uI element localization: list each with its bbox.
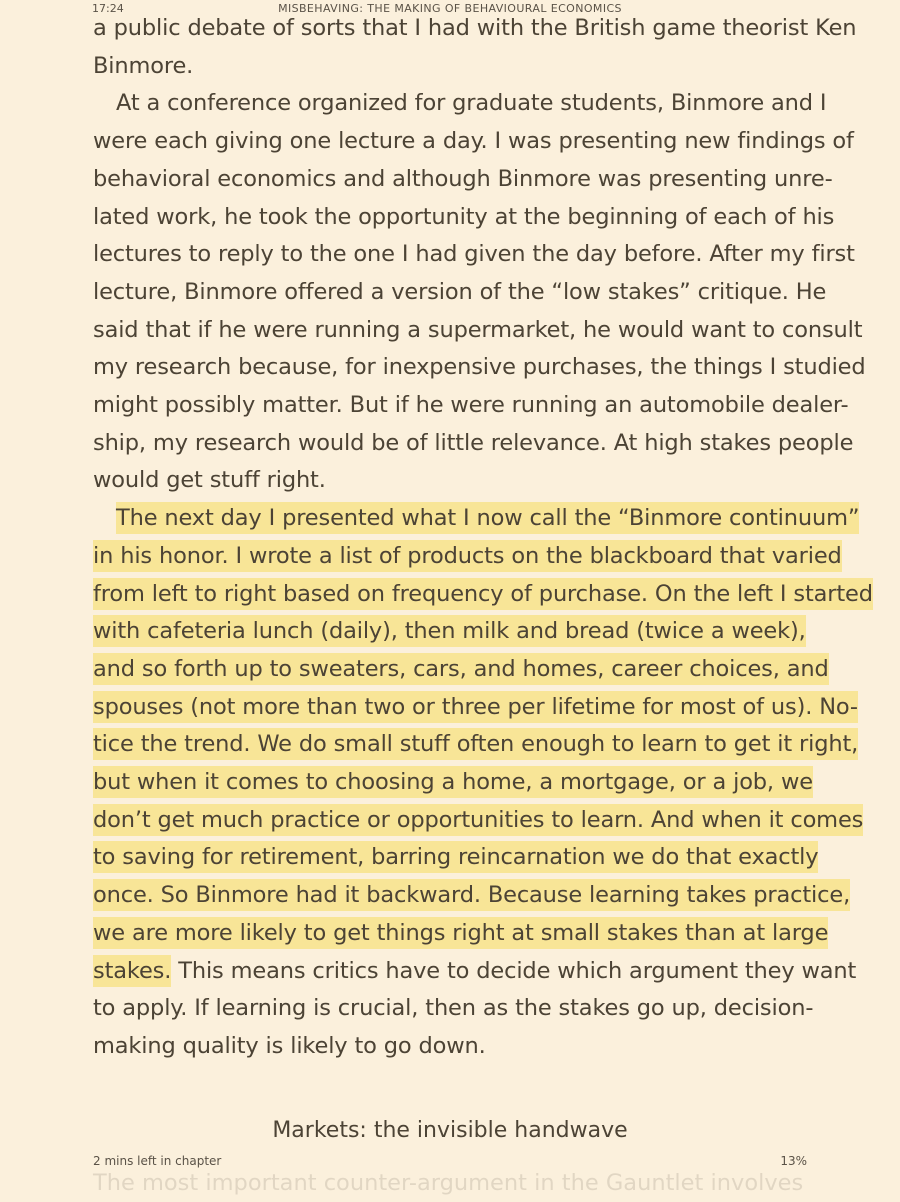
text-line: might possibly matter. But if he were running an automobile dealer- — [93, 392, 849, 419]
book-title: MISBEHAVING: THE MAKING OF BEHAVIOURAL ECONOMICS — [278, 2, 622, 15]
highlight-text[interactable]: we are more likely to get things right at small stakes than at large — [93, 917, 828, 949]
section-heading: Markets: the invisible handwave — [272, 1118, 628, 1143]
status-time: 17:24 — [92, 2, 124, 15]
text-line: to apply. If learning is crucial, then as the stakes go up, decision- — [93, 995, 814, 1022]
highlighted-line[interactable] — [93, 613, 813, 651]
highlight-text[interactable]: from left to right based on frequency of purchase. On the left I started — [93, 578, 873, 610]
text-line: would get stuff right. — [93, 467, 326, 494]
page-text — [93, 10, 873, 1066]
highlight-text[interactable]: don’t get much practice or opportunities to learn. And when it comes — [93, 804, 863, 836]
highlight-text[interactable]: stakes. — [93, 955, 171, 987]
reading-progress[interactable]: 13% — [780, 1154, 807, 1168]
text-line: making quality is likely to go down. — [93, 1032, 486, 1059]
text-line: lecture, Binmore offered a version of the “low stakes” critique. He — [93, 278, 827, 305]
highlight-text[interactable]: with cafeteria lunch (daily), then milk and bread (twice a week), — [93, 615, 806, 647]
highlight-text[interactable]: The next day I presented what I now call the “Binmore continuum” — [116, 502, 859, 534]
highlighted-line[interactable] — [93, 538, 842, 576]
text-line: ship, my research would be of little relevance. At high stakes people — [93, 429, 854, 456]
plain-text: This means critics have to decide which argument they want — [171, 957, 857, 984]
text-line: my research because, for inexpensive purchases, the things I studied — [93, 354, 866, 381]
highlighted-line[interactable] — [93, 764, 813, 802]
text-line: lectures to reply to the one I had given the day before. After my first — [93, 241, 855, 268]
highlighted-line[interactable] — [93, 839, 819, 877]
text-line: said that if he were running a supermarket, he would want to consult — [93, 316, 863, 343]
highlight-text[interactable]: but when it comes to choosing a home, a mortgage, or a job, we — [93, 766, 813, 798]
text-line: lated work, he took the opportunity at the beginning of each of his — [93, 203, 835, 230]
highlighted-line[interactable] — [93, 726, 859, 764]
highlight-text[interactable]: tice the trend. We do small stuff often enough to learn to get it right, — [93, 728, 858, 760]
highlighted-line[interactable] — [93, 877, 851, 915]
chapter-time-left[interactable]: 2 mins left in chapter — [93, 1154, 222, 1168]
highlighted-line[interactable] — [93, 689, 858, 727]
highlighted-line[interactable] — [93, 651, 829, 689]
highlight-text[interactable]: once. So Binmore had it backward. Because learning takes practice, — [93, 879, 850, 911]
highlight-text[interactable]: and so forth up to sweaters, cars, and homes, career choices, and — [93, 653, 829, 685]
text-line: Binmore. — [93, 52, 194, 79]
paragraph-first-line: At a conference organized for graduate students, Binmore and I — [116, 90, 827, 117]
highlighted-line[interactable] — [93, 915, 829, 953]
mixed-line[interactable] — [93, 953, 857, 991]
highlighted-line[interactable] — [93, 576, 873, 614]
highlighted-line[interactable] — [93, 500, 860, 538]
highlight-text[interactable]: in his honor. I wrote a list of products on the blackboard that varied — [93, 540, 842, 572]
text-line: were each giving one lecture a day. I was presenting new findings of — [93, 128, 854, 155]
highlight-text[interactable]: spouses (not more than two or three per lifetime for most of us). No- — [93, 691, 858, 723]
next-page-peek: The most important counter-argument in the Gauntlet involves — [93, 1170, 804, 1196]
text-line: behavioral economics and although Binmore was presenting unre- — [93, 165, 833, 192]
highlighted-line[interactable] — [93, 802, 864, 840]
text-line: a public debate of sorts that I had with the British game theorist Ken — [93, 15, 857, 41]
highlight-text[interactable]: to saving for retirement, barring reincarnation we do that exactly — [93, 841, 818, 873]
